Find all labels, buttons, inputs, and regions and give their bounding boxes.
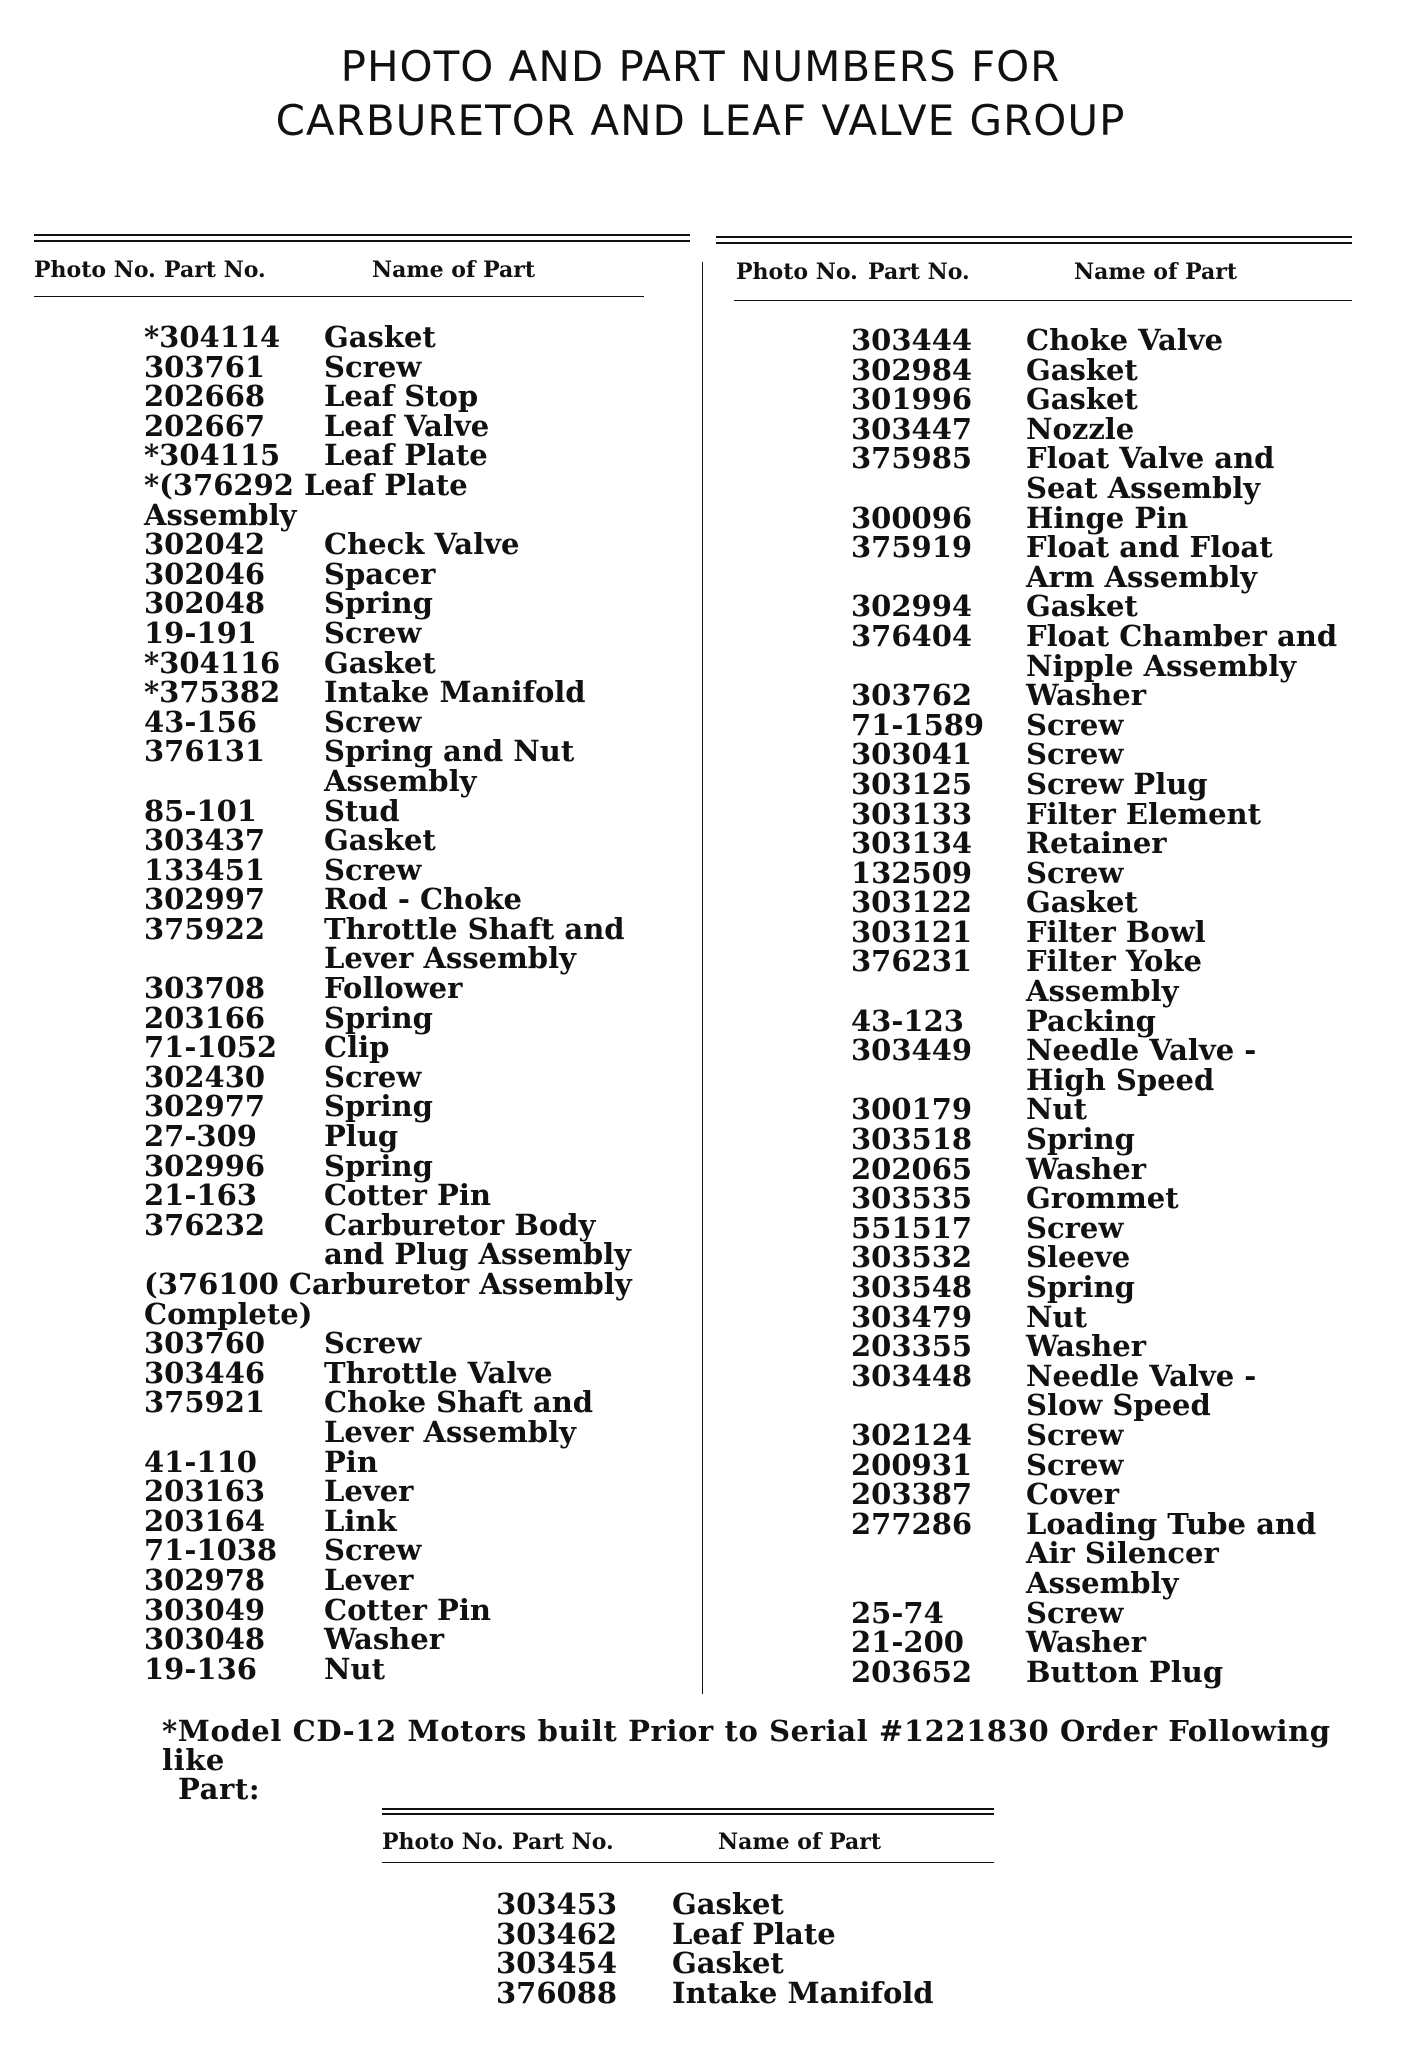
part-name: Screw [1026, 1595, 1124, 1630]
part-name: Packing [1026, 1003, 1156, 1038]
part-number: 303453 [496, 1887, 618, 1921]
part-name: Loading Tube and [1026, 1506, 1317, 1541]
part-name: Filter Yoke [1026, 944, 1202, 979]
part-name: Spring [1026, 1270, 1135, 1304]
part-number: 203166 [144, 1000, 266, 1035]
part-name: Arm Assembly [1026, 559, 1257, 594]
part-name: Gasket [1026, 382, 1138, 417]
part-name: Spring [324, 1089, 433, 1124]
part-name: Screw [324, 615, 422, 650]
part-number: 302994 [851, 589, 973, 624]
part-name: Screw [1026, 1447, 1124, 1482]
part-name: Screw [1026, 855, 1124, 890]
part-name: Choke Shaft and [324, 1385, 594, 1420]
part-name: Seat Assembly [1026, 470, 1261, 505]
part-name: Check Valve [324, 527, 520, 562]
header-part-bottom: Part No. [512, 1829, 614, 1855]
part-name: Lever Assembly [324, 1414, 576, 1449]
part-name: Washer [1026, 1151, 1146, 1186]
part-number: 302124 [851, 1417, 973, 1452]
part-name: Lever [324, 1562, 414, 1597]
part-number: 303535 [851, 1181, 973, 1216]
part-number: 303125 [851, 766, 973, 801]
part-name: Follower [324, 971, 463, 1006]
continuation-note: (376100 Carburetor Assembly [144, 1267, 632, 1301]
part-number: 302997 [144, 882, 266, 917]
part-number: 303134 [851, 826, 973, 861]
part-name: Gasket [324, 320, 436, 354]
part-number: 19-191 [144, 615, 257, 650]
part-name: Screw [324, 704, 422, 739]
part-number: 303048 [144, 1622, 266, 1657]
part-number: 303548 [851, 1270, 973, 1304]
part-number: 85-101 [144, 793, 257, 828]
part-name: Screw [324, 852, 422, 887]
part-number: 303462 [496, 1916, 618, 1951]
part-number: 302977 [144, 1089, 266, 1124]
bottom-rule-2 [382, 1813, 994, 1815]
part-number: 376232 [144, 1207, 266, 1242]
top-rule-right-2 [716, 242, 1352, 244]
part-name: Leaf Plate [324, 438, 488, 473]
part-name: Screw [1026, 707, 1124, 742]
part-name: Nipple Assembly [1026, 648, 1297, 683]
part-name: High Speed [1026, 1062, 1215, 1097]
part-number: 203652 [851, 1654, 973, 1689]
part-name: Clip [324, 1030, 390, 1065]
part-number: 302430 [144, 1059, 266, 1094]
part-number: 43-156 [144, 704, 257, 739]
part-name: Rod - Choke [324, 882, 523, 917]
header-underline-right [734, 300, 1352, 301]
part-name: Gasket [324, 823, 436, 858]
bottom-rule-1 [382, 1808, 994, 1810]
part-number: 202668 [144, 379, 266, 414]
part-name: Sleeve [1026, 1240, 1131, 1275]
part-number: *304114 [144, 320, 281, 354]
part-number: 202065 [851, 1151, 973, 1186]
part-name: Needle Valve - [1026, 1033, 1257, 1068]
part-number: 551517 [851, 1210, 973, 1245]
part-number: 375919 [851, 530, 973, 565]
part-number: 303041 [851, 737, 973, 772]
part-number: 376231 [851, 944, 973, 979]
part-number: 303449 [851, 1033, 973, 1068]
part-number: 202667 [144, 408, 266, 443]
part-name: Gasket [1026, 352, 1138, 387]
part-number: 375922 [144, 911, 266, 946]
footnote-line-1: *Model CD-12 Motors built Prior to Serial #1221830 Order Following like [162, 1714, 1331, 1777]
part-number: 376404 [851, 618, 973, 653]
part-name: Screw [1026, 737, 1124, 772]
part-name: Spring [324, 586, 433, 621]
part-number: 203164 [144, 1503, 266, 1538]
part-name: Pin [324, 1444, 378, 1479]
part-number: 301996 [851, 382, 973, 417]
part-name: Cotter Pin [324, 1592, 491, 1627]
part-name: Washer [1026, 1625, 1146, 1660]
part-number: 303518 [851, 1122, 973, 1157]
part-number: 203355 [851, 1329, 973, 1364]
part-number: 303760 [144, 1326, 266, 1361]
part-number: 302996 [144, 1148, 266, 1183]
part-number: 21-200 [851, 1625, 964, 1660]
part-name: Gasket [1026, 589, 1138, 624]
part-number: 300096 [851, 500, 973, 535]
part-name: Needle Valve - [1026, 1358, 1257, 1393]
part-number: 375985 [851, 441, 973, 476]
part-name: Spring [324, 1000, 433, 1035]
part-number: 303761 [144, 349, 266, 384]
part-name: Retainer [1026, 826, 1167, 861]
part-name: Intake Manifold [324, 675, 586, 710]
part-name: Carburetor Body [324, 1207, 596, 1242]
header-name-right: Name of Part [1074, 259, 1238, 285]
part-number: 203387 [851, 1477, 973, 1512]
part-number: 27-309 [144, 1119, 257, 1154]
part-name: Air Silencer [1026, 1536, 1219, 1571]
part-name: Spring [324, 1148, 433, 1183]
page-title [0, 40, 1401, 148]
part-name: Float and Float [1026, 530, 1273, 565]
continuation-note: *(376292 Leaf Plate [144, 467, 468, 502]
part-number: 277286 [851, 1506, 973, 1541]
part-number: 21-163 [144, 1178, 257, 1213]
title-line-1: PHOTO AND PART NUMBERS FOR [340, 42, 1061, 91]
part-name: Screw [1026, 1417, 1124, 1452]
header-photo-left: Photo No. [34, 257, 156, 283]
footnote-line-2: Part: [178, 1772, 261, 1806]
part-name: Assembly [324, 763, 477, 798]
part-name: Assembly [1026, 974, 1179, 1009]
part-number: 303454 [496, 1946, 618, 1981]
part-name: Leaf Plate [672, 1916, 836, 1951]
part-name: Screw [324, 1533, 422, 1568]
part-name: and Plug Assembly [324, 1237, 631, 1272]
part-number: 303122 [851, 885, 973, 920]
part-name: Filter Element [1026, 796, 1262, 831]
part-number: 303121 [851, 914, 973, 949]
part-name: Filter Bowl [1026, 914, 1206, 949]
top-rule-left-2 [34, 240, 690, 242]
part-number: *304116 [144, 645, 281, 680]
part-name: Gasket [672, 1946, 784, 1981]
part-name: Hinge Pin [1026, 500, 1189, 535]
part-number: 303532 [851, 1240, 973, 1275]
part-name: Spring [1026, 1122, 1135, 1157]
part-name: Lever Assembly [324, 941, 576, 976]
header-part-left: Part No. [164, 257, 266, 283]
part-name: Screw Plug [1026, 766, 1208, 801]
part-number: 375921 [144, 1385, 266, 1420]
part-name: Gasket [672, 1887, 784, 1921]
part-name: Lever [324, 1474, 414, 1509]
part-name: Button Plug [1026, 1654, 1224, 1689]
part-name: Cotter Pin [324, 1178, 491, 1213]
part-name: Nut [1026, 1092, 1087, 1127]
part-name: Washer [1026, 1329, 1146, 1364]
part-name: Assembly [1026, 1565, 1179, 1600]
part-name: Gasket [1026, 885, 1138, 920]
part-number: 71-1589 [851, 707, 985, 742]
part-number: 43-123 [851, 1003, 964, 1038]
top-rule-right [716, 236, 1352, 238]
part-name: Nut [1026, 1299, 1087, 1334]
continuation-note: Complete) [144, 1296, 313, 1331]
part-name: Link [324, 1503, 397, 1538]
title-line-2: CARBURETOR AND LEAF VALVE GROUP [275, 96, 1126, 145]
part-name: Screw [324, 1059, 422, 1094]
header-name-bottom: Name of Part [718, 1829, 882, 1855]
part-number: *304115 [144, 438, 281, 473]
part-number: 200931 [851, 1447, 973, 1482]
part-number: 303446 [144, 1355, 266, 1390]
part-number: 302046 [144, 556, 266, 591]
continuation-note: Assembly [144, 497, 297, 532]
part-name: Float Chamber and [1026, 618, 1338, 653]
part-number: 303444 [851, 323, 973, 357]
part-name: Washer [1026, 678, 1146, 713]
part-name: Plug [324, 1119, 399, 1154]
part-number: 302042 [144, 527, 266, 562]
part-name: Spring and Nut [324, 734, 575, 769]
part-name: Float Valve and [1026, 441, 1275, 476]
part-number: 303448 [851, 1358, 973, 1393]
part-number: 302048 [144, 586, 266, 621]
bottom-header-underline [382, 1862, 994, 1863]
part-name: Leaf Valve [324, 408, 490, 443]
header-underline-left [34, 296, 644, 297]
header-name-left: Name of Part [372, 257, 536, 283]
part-name: Washer [324, 1622, 444, 1657]
part-number: 303437 [144, 823, 266, 858]
part-name: Slow Speed [1026, 1388, 1211, 1423]
footnote [162, 1714, 1342, 1806]
header-photo-bottom: Photo No. [382, 1829, 504, 1855]
part-name: Throttle Valve [324, 1355, 553, 1390]
header-photo-right: Photo No. [736, 259, 858, 285]
part-number: 303049 [144, 1592, 266, 1627]
part-number: 203163 [144, 1474, 266, 1509]
part-name: Nut [324, 1651, 385, 1686]
part-name: Intake Manifold [672, 1975, 934, 2010]
part-number: 71-1038 [144, 1533, 278, 1568]
part-name: Screw [324, 1326, 422, 1361]
part-number: 133451 [144, 852, 266, 887]
part-number: 302984 [851, 352, 973, 387]
part-number: 376131 [144, 734, 266, 769]
part-name: Grommet [1026, 1181, 1179, 1216]
part-name: Stud [324, 793, 400, 828]
part-name: Gasket [324, 645, 436, 680]
part-number: 19-136 [144, 1651, 257, 1686]
part-number: 41-110 [144, 1444, 257, 1479]
part-name: Spacer [324, 556, 436, 591]
part-number: 376088 [496, 1975, 618, 2010]
part-name: Throttle Shaft and [324, 911, 625, 946]
part-number: 303133 [851, 796, 973, 831]
part-name: Leaf Stop [324, 379, 479, 414]
part-number: 303479 [851, 1299, 973, 1334]
part-number: *375382 [144, 675, 281, 710]
part-number: 300179 [851, 1092, 973, 1127]
part-number: 132509 [851, 855, 973, 890]
part-name: Screw [1026, 1210, 1124, 1245]
part-number: 25-74 [851, 1595, 944, 1630]
part-name: Cover [1026, 1477, 1120, 1512]
part-number: 303447 [851, 411, 973, 446]
header-part-right: Part No. [868, 259, 970, 285]
part-name: Choke Valve [1026, 323, 1224, 357]
part-name: Screw [324, 349, 422, 384]
part-number: 303708 [144, 971, 266, 1006]
column-divider [702, 262, 703, 1694]
part-number: 71-1052 [144, 1030, 278, 1065]
part-number: 302978 [144, 1562, 266, 1597]
part-number: 303762 [851, 678, 973, 713]
part-name: Nozzle [1026, 411, 1135, 446]
top-rule-left [34, 234, 690, 236]
